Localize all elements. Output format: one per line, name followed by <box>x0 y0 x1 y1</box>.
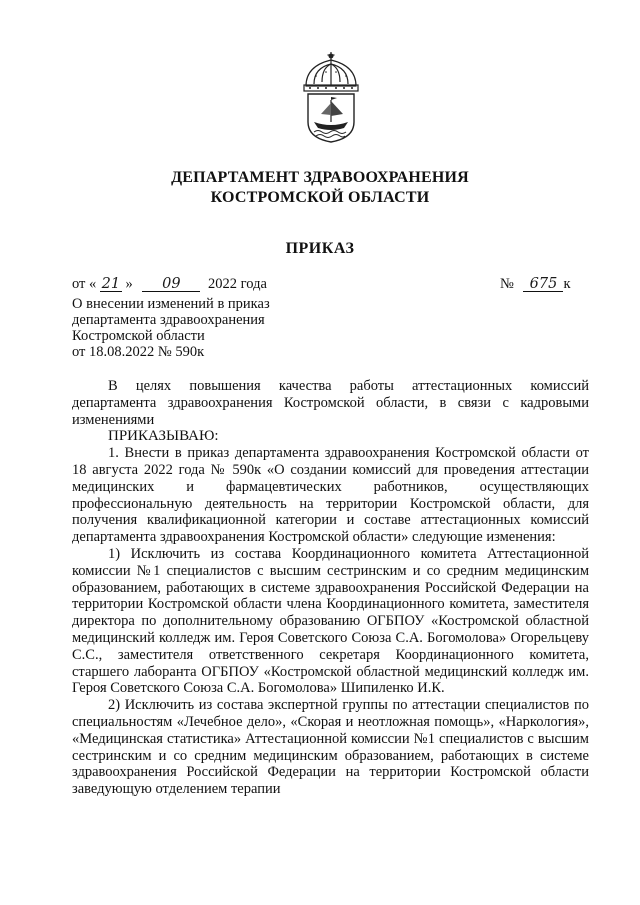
date-separator: » <box>125 276 133 292</box>
order-number-value: 675 <box>523 277 563 292</box>
org-line-2: КОСТРОМСКОЙ ОБЛАСТИ <box>210 189 430 206</box>
subject-line-1: О внесении изменений в приказ <box>72 296 270 312</box>
number-prefix: № <box>500 276 514 292</box>
subject-line-4: от 18.08.2022 № 590к <box>72 344 205 360</box>
org-line-1: ДЕПАРТАМЕНТ ЗДРАВООХРАНЕНИЯ <box>171 169 469 186</box>
order-month: 09 <box>142 277 200 292</box>
item-1: 1. Внести в приказ департамента здравоохранения Костромской области от 18 августа 2022 года № 590к «О создании комиссий для проведения аттестации медицинских и фармацевтических работников, осуществляющих профессиональную деятельность на территории Костромской области, для получения квалификационной категории и составе аттестационных комиссий департамента здравоохранения Костромской области» следующие изменения: <box>72 445 589 546</box>
order-body <box>72 378 589 798</box>
command-word: ПРИКАЗЫВАЮ: <box>108 428 219 445</box>
item-1-1: 1) Исключить из состава Координационного комитета Аттестационной комиссии №1 специалистов с высшим сестринским и со средним медицинским образованием, работающих в системе здравоохранения Российской Федерации на территории Костромской области члена Координационного комитета, заместителя директора по дополнительному образованию ОГБПОУ «Костромской областной медицинский колледж им. Героя Советского Союза С.А. Богомолова» Огорельцеву С.С., заместителя ответственного секретаря Координационного комитета, старшего лаборанта ОГБПОУ «Костромской областной медицинский колледж им. Героя Советского Союза С.А. Богомолова» Шипиленко И.К. <box>72 545 589 697</box>
number-suffix: к <box>563 276 571 292</box>
subject-line-2: департамента здравоохранения <box>72 312 265 328</box>
preamble: В целях повышения качества работы аттестационных комиссий департамента здравоохранения Костромской области, в связи с кадровыми изменениями <box>72 378 589 428</box>
department-name <box>0 168 640 208</box>
subject-line-3: Костромской области <box>72 328 205 344</box>
item-1-2: 2) Исключить из состава экспертной группы по аттестации специалистов по специальностям «Лечебное дело», «Скорая и неотложная помощь», «Наркология», «Медицинская статистика» Аттестационной комиссии №1 специалистов с высшим сестринским и со средним медицинским образованием, работающих в системе здравоохранения Российской Федерации на территории Костромской области заведующую отделением терапии <box>72 697 589 798</box>
order-day: 21 <box>101 276 121 292</box>
date-prefix: от « <box>72 276 97 292</box>
order-date <box>72 276 267 293</box>
order-year: 2022 года <box>208 276 267 292</box>
order-subject <box>72 296 270 360</box>
document-title: ПРИКАЗ <box>285 240 355 257</box>
coat-of-arms-icon <box>296 52 366 144</box>
order-number <box>500 276 571 293</box>
